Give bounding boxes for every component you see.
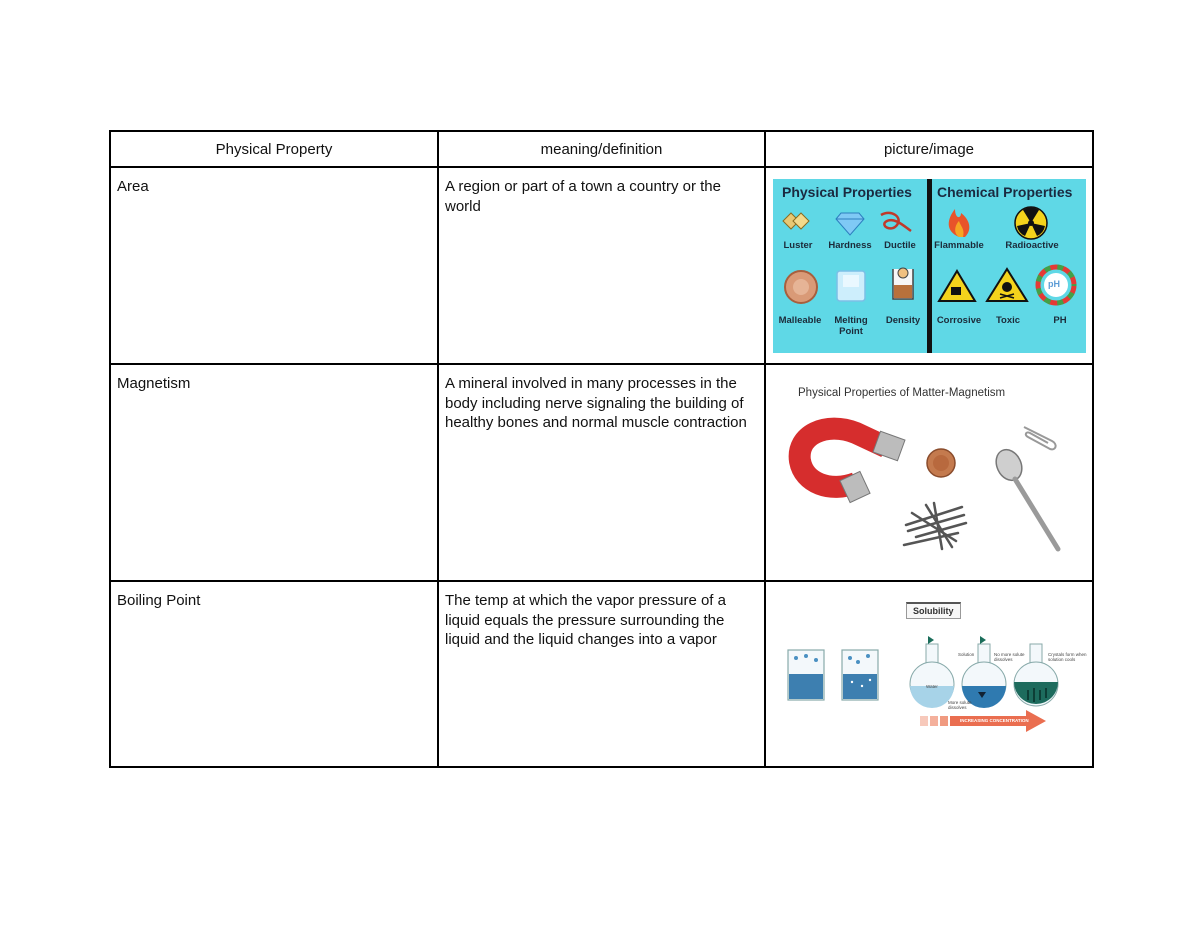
beaker-icon <box>893 268 913 299</box>
beaker-icon <box>842 650 878 700</box>
annotation-water: Water <box>926 684 938 689</box>
label-ductile: Ductile <box>884 240 916 251</box>
table-row <box>110 167 1093 364</box>
ph-badge: pH <box>1048 279 1060 289</box>
definition-cell: A region or part of a town a country or the world <box>438 167 765 364</box>
header-picture-image: picture/image <box>765 131 1093 167</box>
properties-infographic <box>773 179 1086 353</box>
properties-icons <box>773 179 1086 353</box>
label-toxic: Toxic <box>995 315 1021 326</box>
annotation-crystals: Crystals form when solution cools <box>1048 652 1087 662</box>
properties-table <box>109 130 1094 768</box>
image-cell <box>765 167 1093 364</box>
property-cell: Area <box>110 167 438 364</box>
definition-cell: A mineral involved in many processes in the body including nerve signaling the building of healthy bones and normal muscle contraction <box>438 364 765 581</box>
label-malleable: Malleable <box>778 315 822 326</box>
nails-icon <box>904 503 966 549</box>
arrow-label: INCREASING CONCENTRATION <box>960 718 1029 723</box>
image-cell <box>765 364 1093 581</box>
table-row <box>110 581 1093 767</box>
annotation-solution: Solution <box>958 652 975 657</box>
label-density: Density <box>885 315 921 326</box>
flask-icon <box>962 636 1006 708</box>
table-row <box>110 364 1093 581</box>
toxic-icon <box>987 269 1027 301</box>
flask-icon <box>910 636 954 708</box>
label-ph: PH <box>1053 315 1067 326</box>
penny-icon <box>927 449 955 477</box>
spoon-icon <box>991 445 1058 549</box>
wire-icon <box>881 213 911 231</box>
flame-icon <box>949 209 970 237</box>
header-row <box>110 131 1093 167</box>
magnetism-illustration <box>766 365 1092 579</box>
ice-cube-icon <box>837 271 865 301</box>
property-cell: Boiling Point <box>110 581 438 767</box>
chemical-properties-title: Chemical Properties <box>937 184 1073 200</box>
property-cell: Magnetism <box>110 364 438 581</box>
image-cell <box>765 581 1093 767</box>
label-flammable: Flammable <box>934 240 984 251</box>
definition-cell: The temp at which the vapor pressure of a liquid equals the pressure surrounding the liquid and the liquid changes into a vapor <box>438 581 765 767</box>
diamond-icon <box>836 213 864 235</box>
label-hardness: Hardness <box>828 240 872 251</box>
solubility-illustration <box>766 582 1092 766</box>
horseshoe-magnet-icon <box>800 429 905 503</box>
paperclip-icon <box>1024 427 1056 449</box>
annotation-more-solute: More solute dissolves <box>948 700 972 710</box>
annotation-no-more-solute: No more solute dissolves <box>994 652 1025 662</box>
solubility-title: Solubility <box>906 602 961 619</box>
header-meaning-definition: meaning/definition <box>438 131 765 167</box>
radioactive-icon <box>1015 207 1047 239</box>
label-corrosive: Corrosive <box>936 315 982 326</box>
beaker-icon <box>788 650 824 700</box>
label-luster: Luster <box>783 240 813 251</box>
corrosive-icon <box>939 271 975 301</box>
copper-disc-icon <box>785 271 817 303</box>
label-radioactive: Radioactive <box>1005 240 1059 251</box>
label-melting-point: Melting Point <box>834 315 868 337</box>
magnetism-title: Physical Properties of Matter-Magnetism <box>798 387 1006 399</box>
luster-icon <box>783 213 809 229</box>
header-physical-property: Physical Property <box>110 131 438 167</box>
physical-properties-title: Physical Properties <box>782 184 912 200</box>
